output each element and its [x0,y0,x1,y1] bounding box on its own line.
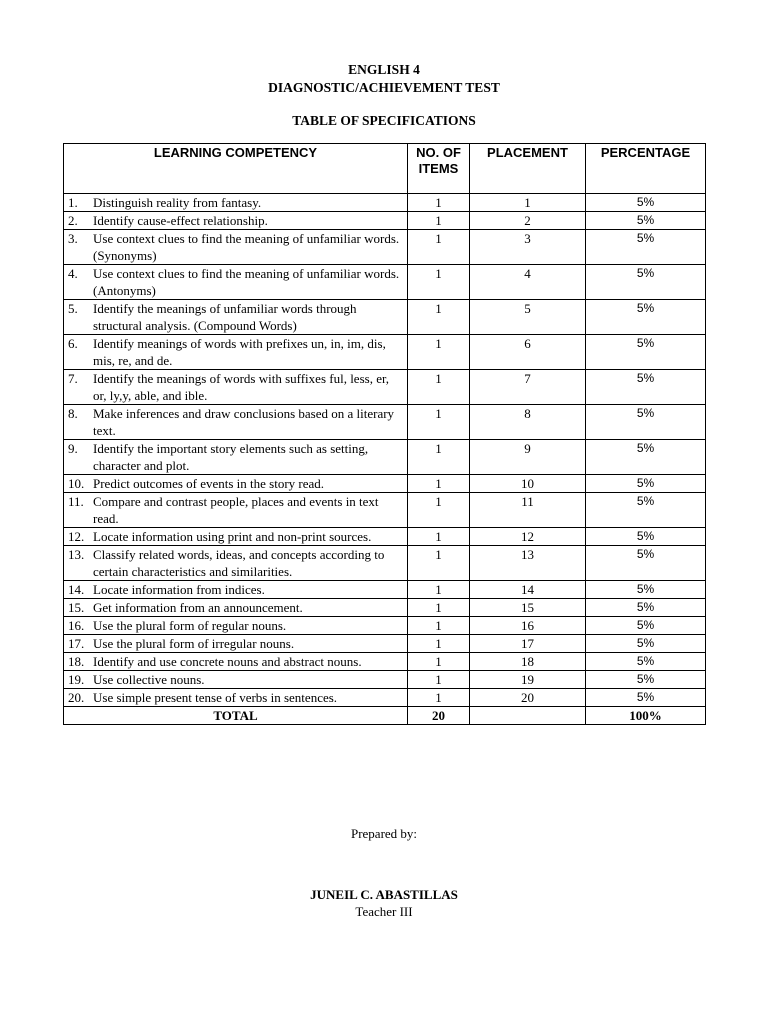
placement-cell: 17 [470,635,586,653]
competency-number: 6. [68,336,78,351]
competency-number: 20. [68,690,85,705]
percentage-cell: 5% [586,475,706,493]
competency-text: Use context clues to find the meaning of unfamiliar words. (Antonyms) [93,266,400,298]
placement-cell: 19 [470,671,586,689]
competency-number: 16. [68,618,85,633]
placement-cell: 9 [470,440,586,475]
table-row [64,581,706,599]
competency-cell [64,230,408,265]
competency-number: 3. [68,231,78,246]
competency-number: 19. [68,672,85,687]
placement-cell: 3 [470,230,586,265]
competency-number: 14. [68,582,85,597]
competency-cell [64,212,408,230]
competency-text: Identify the meanings of unfamiliar words through structural analysis. (Compound Words) [93,301,357,333]
competency-number: 4. [68,266,78,281]
competency-cell [64,546,408,581]
competency-text: Get information from an announcement. [93,600,303,615]
items-cell: 1 [408,370,470,405]
placement-cell: 12 [470,528,586,546]
column-header-percentage: PERCENTAGE [586,144,706,194]
competency-text: Classify related words, ideas, and concepts according to certain characteristics and similarities. [93,547,385,579]
prepared-by-label: Prepared by: [350,826,418,841]
competency-cell [64,300,408,335]
items-cell: 1 [408,653,470,671]
competency-text: Locate information from indices. [93,582,265,597]
competency-text: Locate information using print and non-print sources. [93,529,372,544]
competency-text: Identify and use concrete nouns and abstract nouns. [93,654,362,669]
placement-cell: 20 [470,689,586,707]
competency-text: Use the plural form of regular nouns. [93,618,287,633]
percentage-cell: 5% [586,493,706,528]
items-cell: 1 [408,440,470,475]
items-cell: 1 [408,194,470,212]
percentage-cell: 5% [586,212,706,230]
competency-cell [64,581,408,599]
table-row [64,599,706,617]
placement-cell: 7 [470,370,586,405]
percentage-cell: 5% [586,599,706,617]
table-row [64,440,706,475]
competency-number: 1. [68,195,78,210]
competency-text: Predict outcomes of events in the story read. [93,476,325,491]
placement-cell: 2 [470,212,586,230]
percentage-cell: 5% [586,265,706,300]
preparer-position: Teacher III [355,904,413,919]
percentage-cell: 5% [586,671,706,689]
competency-cell [64,599,408,617]
placement-cell: 13 [470,546,586,581]
percentage-cell: 5% [586,405,706,440]
placement-cell: 1 [470,194,586,212]
table-row [64,493,706,528]
competency-number: 9. [68,441,78,456]
placement-cell: 8 [470,405,586,440]
percentage-cell: 5% [586,546,706,581]
column-header-items: NO. OF ITEMS [408,144,470,194]
placement-cell: 11 [470,493,586,528]
placement-cell: 4 [470,265,586,300]
column-header-placement: PLACEMENT [470,144,586,194]
items-cell: 1 [408,212,470,230]
table-row [64,405,706,440]
table-row [64,475,706,493]
percentage-cell: 5% [586,335,706,370]
table-row [64,653,706,671]
table-row [64,300,706,335]
competency-number: 15. [68,600,85,615]
placement-cell: 16 [470,617,586,635]
placement-cell: 15 [470,599,586,617]
percentage-cell: 5% [586,230,706,265]
competency-number: 10. [68,476,85,491]
preparer-name: JUNEIL C. ABASTILLAS [310,887,458,902]
competency-text: Identify meanings of words with prefixes un, in, im, dis, mis, re, and de. [93,336,386,368]
competency-text: Compare and contrast people, places and events in text read. [93,494,379,526]
competency-number: 17. [68,636,85,651]
competency-text: Identify the meanings of words with suffixes ful, less, er, or, ly,y, able, and ible. [93,371,390,403]
competency-text: Identify the important story elements such as setting, character and plot. [93,441,369,473]
competency-cell [64,265,408,300]
table-row [64,230,706,265]
items-cell: 1 [408,265,470,300]
table-row [64,212,706,230]
placement-cell: 18 [470,653,586,671]
competency-cell [64,528,408,546]
percentage-cell: 5% [586,635,706,653]
table-row [64,528,706,546]
items-cell: 1 [408,493,470,528]
test-title: DIAGNOSTIC/ACHIEVEMENT TEST [268,80,500,95]
items-cell: 1 [408,617,470,635]
competency-text: Use context clues to find the meaning of unfamiliar words. (Synonyms) [93,231,400,263]
items-cell: 1 [408,635,470,653]
subject-title: ENGLISH 4 [348,62,420,77]
items-cell: 1 [408,475,470,493]
competency-number: 18. [68,654,85,669]
competency-text: Use the plural form of irregular nouns. [93,636,295,651]
total-items: 20 [408,707,470,725]
percentage-cell: 5% [586,653,706,671]
items-cell: 1 [408,671,470,689]
total-placement [470,707,586,725]
table-row [64,671,706,689]
placement-cell: 5 [470,300,586,335]
competency-cell [64,689,408,707]
competency-cell [64,405,408,440]
percentage-cell: 5% [586,617,706,635]
table-row [64,546,706,581]
items-cell: 1 [408,405,470,440]
placement-cell: 10 [470,475,586,493]
competency-cell [64,617,408,635]
percentage-cell: 5% [586,300,706,335]
specifications-table [63,143,706,725]
table-row [64,194,706,212]
competency-cell [64,635,408,653]
competency-cell [64,671,408,689]
percentage-cell: 5% [586,370,706,405]
competency-cell [64,493,408,528]
total-label: TOTAL [64,707,408,725]
percentage-cell: 5% [586,689,706,707]
table-row [64,617,706,635]
competency-cell [64,440,408,475]
table-row [64,335,706,370]
placement-cell: 6 [470,335,586,370]
table-header-row [64,144,706,194]
items-cell: 1 [408,546,470,581]
competency-text: Use simple present tense of verbs in sentences. [93,690,338,705]
items-cell: 1 [408,689,470,707]
competency-number: 11. [68,494,84,509]
competency-cell [64,475,408,493]
items-cell: 1 [408,335,470,370]
total-row [64,707,706,725]
competency-number: 5. [68,301,78,316]
competency-text: Distinguish reality from fantasy. [93,195,262,210]
items-cell: 1 [408,528,470,546]
placement-cell: 14 [470,581,586,599]
items-cell: 1 [408,300,470,335]
competency-cell [64,194,408,212]
competency-cell [64,335,408,370]
competency-number: 13. [68,547,85,562]
percentage-cell: 5% [586,194,706,212]
table-title: TABLE OF SPECIFICATIONS [292,113,476,128]
items-cell: 1 [408,230,470,265]
column-header-competency: LEARNING COMPETENCY [64,144,408,194]
table-row [64,370,706,405]
competency-cell [64,653,408,671]
percentage-cell: 5% [586,528,706,546]
percentage-cell: 5% [586,440,706,475]
competency-text: Make inferences and draw conclusions based on a literary text. [93,406,395,438]
total-percentage: 100% [586,707,706,725]
table-row [64,265,706,300]
competency-number: 8. [68,406,78,421]
competency-number: 12. [68,529,85,544]
competency-text: Identify cause-effect relationship. [93,213,268,228]
competency-cell [64,370,408,405]
items-cell: 1 [408,599,470,617]
competency-number: 7. [68,371,78,386]
table-row [64,689,706,707]
items-cell: 1 [408,581,470,599]
competency-number: 2. [68,213,78,228]
table-row [64,635,706,653]
percentage-cell: 5% [586,581,706,599]
competency-text: Use collective nouns. [93,672,205,687]
